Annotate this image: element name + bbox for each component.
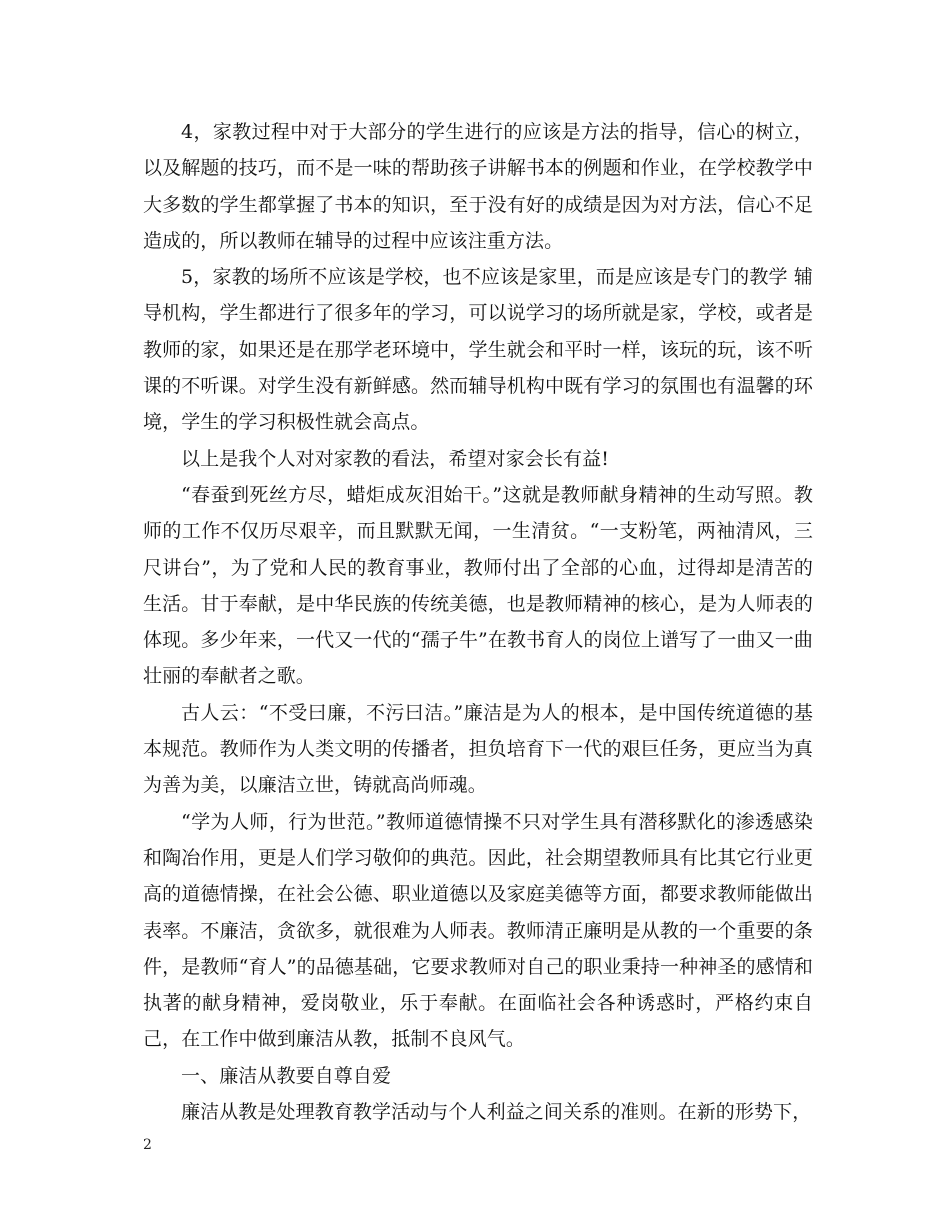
section-heading-self-respect: 一、廉洁从教要自尊自爱 <box>181 1064 392 1087</box>
paragraph-family-tutoring-method: 4，家教过程中对于大部分的学生进行的应该是方法的指导，信心的树立，以及解题的技巧，而不是一味的帮助孩子讲解书本的例题和作业，在学校教学中大多数的学生都掌握了书本的知识，至于没有好的成绩是因为对方法，信心不足造成的，所以教师在辅导的过程中应该注重方法。 <box>143 121 813 252</box>
paragraph-tutoring-venue: 5，家教的场所不应该是学校，也不应该是家里，而是应该是专门的教学 辅导机构，学生都进行了很多年的学习，可以说学习的场所就是家，学校，或者是教师的家，如果还是在那学老环境中，学生就会和平时一样，该玩的玩，该不听课的不听课。对学生没有新鲜感。然而辅导机构中既有学习的氛围也有温馨的环境，学生的学习积极性就会高点。 <box>143 266 813 434</box>
paragraph-teacher-morality: “学为人师，行为世范。”教师道德情操不只对学生具有潜移默化的渗透感染和陶冶作用，更是人们学习敬仰的典范。因此，社会期望教师具有比其它行业更高的道德情操，在社会公德、职业道德以及家庭美德等方面，都要求教师能做出表率。不廉洁，贪欲多，就很难为人师表。教师清正廉明是从教的一个重要的条件，是教师“育人”的品德基础，它要求教师对自己的职业秉持一种神圣的感情和执著的献身精神，爱岗敬业，乐于奉献。在面临社会各种诱惑时，严格约束自己，在工作中做到廉洁从教，抵制不良风气。 <box>143 810 813 1051</box>
page-number: 2 <box>143 1137 152 1153</box>
paragraph-integrity-quote: 古人云：“不受曰廉，不污曰洁。”廉洁是为人的根本，是中国传统道德的基本规范。教师作为人类文明的传播者，担负培育下一代的艰巨任务，更应当为真为善为美，以廉洁立世，铸就高尚师魂。 <box>143 701 813 797</box>
paragraph-integrity-principle: 廉洁从教是处理教育教学活动与个人利益之间关系的准则。在新的形势下， <box>181 1101 812 1124</box>
paragraph-teacher-dedication: “春蚕到死丝方尽，蜡炬成灰泪始干。”这就是教师献身精神的生动写照。教师的工作不仅历尽艰辛，而且默默无闻，一生清贫。“一支粉笔，两袖清风，三尺讲台”，为了党和人民的教育事业，教师付出了全部的心血，过得却是清苦的生活。甘于奉献，是中华民族的传统美德，也是教师精神的核心，是为人师表的体现。多少年来，一代又一代的“孺子牛”在教书育人的岗位上谱写了一曲又一曲壮丽的奉献者之歌。 <box>143 483 813 688</box>
body-text <box>143 114 813 1130</box>
paragraph-conclusion: 以上是我个人对对家教的看法，希望对家会长有益! <box>181 447 609 470</box>
